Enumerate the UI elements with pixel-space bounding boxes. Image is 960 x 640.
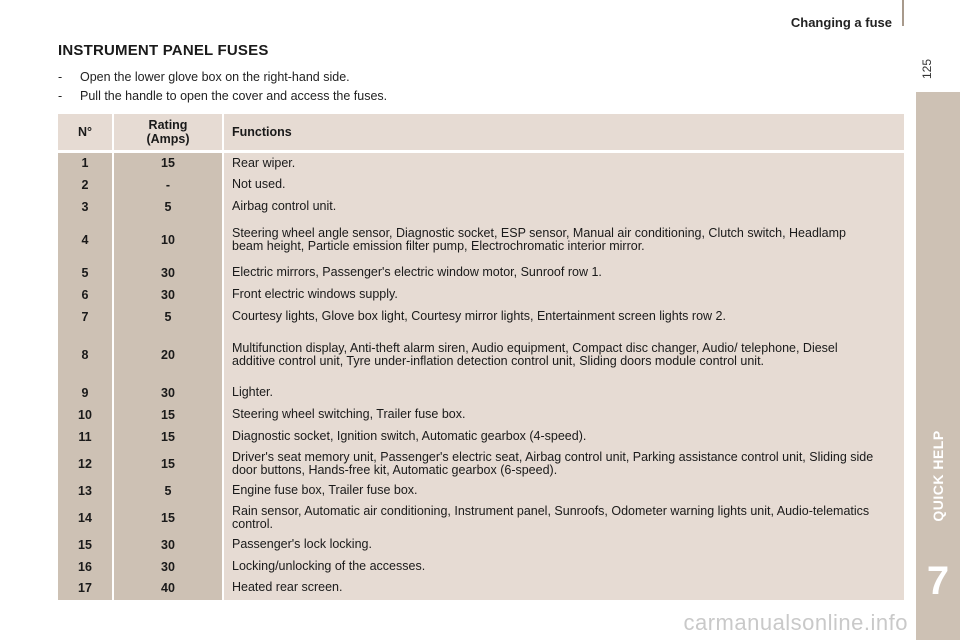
header-rating <box>113 114 223 152</box>
fuse-function: Rear wiper. <box>223 152 904 174</box>
fuse-rating: 30 <box>113 556 223 578</box>
page-header-title: Changing a fuse <box>790 15 892 30</box>
instruction-text: Open the lower glove box on the right-hand side. <box>80 70 350 84</box>
fuse-row <box>58 196 904 218</box>
fuse-row <box>58 556 904 578</box>
fuse-number: 12 <box>58 448 113 480</box>
fuse-rating: 15 <box>113 502 223 534</box>
fuse-number: 14 <box>58 502 113 534</box>
fuse-row <box>58 284 904 306</box>
fuse-number: 7 <box>58 306 113 328</box>
fuse-table-header-row <box>58 114 904 152</box>
fuse-function: Lighter. <box>223 382 904 404</box>
header-number: N° <box>58 114 113 152</box>
fuse-row <box>58 262 904 284</box>
fuse-number: 11 <box>58 426 113 448</box>
fuse-function: Locking/unlocking of the accesses. <box>223 556 904 578</box>
fuse-function: Passenger's lock locking. <box>223 534 904 556</box>
fuse-row <box>58 448 904 480</box>
fuse-function: Not used. <box>223 174 904 196</box>
bullet-dash: - <box>58 89 63 103</box>
instruction-item <box>58 87 387 106</box>
fuse-number: 17 <box>58 578 113 600</box>
fuse-function: Multifunction display, Anti-theft alarm siren, Audio equipment, Compact disc changer, Audio/ telephone, Diesel additive control unit, Tyre under-inflation detection control unit, Sliding doors module control unit. <box>223 328 904 382</box>
fuse-rating: 30 <box>113 534 223 556</box>
fuse-rating: 15 <box>113 404 223 426</box>
fuse-rating: 15 <box>113 152 223 174</box>
header-divider <box>902 0 904 26</box>
fuse-rating: 30 <box>113 284 223 306</box>
fuse-function: Airbag control unit. <box>223 196 904 218</box>
watermark: carmanualsonline.info <box>683 610 908 635</box>
fuse-function: Front electric windows supply. <box>223 284 904 306</box>
fuse-function: Driver's seat memory unit, Passenger's electric seat, Airbag control unit, Parking assistance control unit, Sliding side door buttons, Hands-free kit, Automatic gearbox (6-speed). <box>223 448 904 480</box>
fuse-number: 15 <box>58 534 113 556</box>
fuse-number: 1 <box>58 152 113 174</box>
fuse-number: 13 <box>58 480 113 502</box>
fuse-number: 4 <box>58 218 113 262</box>
fuse-number: 6 <box>58 284 113 306</box>
fuse-number: 9 <box>58 382 113 404</box>
fuse-function: Steering wheel switching, Trailer fuse box. <box>223 404 904 426</box>
instruction-list <box>58 68 387 106</box>
fuse-row <box>58 534 904 556</box>
fuse-row <box>58 152 904 174</box>
bullet-dash: - <box>58 70 63 84</box>
fuse-function: Electric mirrors, Passenger's electric window motor, Sunroof row 1. <box>223 262 904 284</box>
side-tab-label: QUICK HELP <box>930 430 946 522</box>
header-functions: Functions <box>223 114 904 152</box>
fuse-rating: 5 <box>113 196 223 218</box>
fuse-row <box>58 306 904 328</box>
fuse-row <box>58 382 904 404</box>
fuse-number: 3 <box>58 196 113 218</box>
header-rating-line2: (Amps) <box>146 132 190 146</box>
fuse-rating: 15 <box>113 426 223 448</box>
fuse-function: Steering wheel angle sensor, Diagnostic socket, ESP sensor, Manual air conditioning, Clutch switch, Headlamp beam height, Particle emission filter pump, Electrochromatic interior mirror. <box>223 218 904 262</box>
fuse-rating: 15 <box>113 448 223 480</box>
fuse-row <box>58 404 904 426</box>
fuse-number: 2 <box>58 174 113 196</box>
fuse-number: 8 <box>58 328 113 382</box>
header-rating-line1: Rating <box>148 118 188 132</box>
fuse-row <box>58 218 904 262</box>
fuse-rating: 10 <box>113 218 223 262</box>
fuse-table-body <box>58 152 904 600</box>
fuse-rating: 5 <box>113 306 223 328</box>
instruction-text: Pull the handle to open the cover and access the fuses. <box>80 89 388 103</box>
fuse-rating: 30 <box>113 382 223 404</box>
fuse-function: Rain sensor, Automatic air conditioning, Instrument panel, Sunroofs, Odometer warning lights unit, Audio-telematics control. <box>223 502 904 534</box>
page-number: 125 <box>920 58 934 80</box>
fuse-number: 16 <box>58 556 113 578</box>
fuse-table <box>58 114 904 600</box>
fuse-row <box>58 480 904 502</box>
fuse-function: Heated rear screen. <box>223 578 904 600</box>
fuse-rating: 5 <box>113 480 223 502</box>
fuse-function: Diagnostic socket, Ignition switch, Automatic gearbox (4-speed). <box>223 426 904 448</box>
fuse-row <box>58 174 904 196</box>
fuse-rating: 20 <box>113 328 223 382</box>
fuse-function: Engine fuse box, Trailer fuse box. <box>223 480 904 502</box>
fuse-function: Courtesy lights, Glove box light, Courtesy mirror lights, Entertainment screen lights row 2. <box>223 306 904 328</box>
fuse-rating: 30 <box>113 262 223 284</box>
fuse-row <box>58 328 904 382</box>
fuse-rating: 40 <box>113 578 223 600</box>
section-title: INSTRUMENT PANEL FUSES <box>58 42 269 59</box>
fuse-row <box>58 502 904 534</box>
fuse-number: 10 <box>58 404 113 426</box>
fuse-row <box>58 426 904 448</box>
instruction-item <box>58 68 387 87</box>
fuse-rating: - <box>113 174 223 196</box>
fuse-number: 5 <box>58 262 113 284</box>
chapter-number: 7 <box>926 559 950 603</box>
fuse-row <box>58 578 904 600</box>
